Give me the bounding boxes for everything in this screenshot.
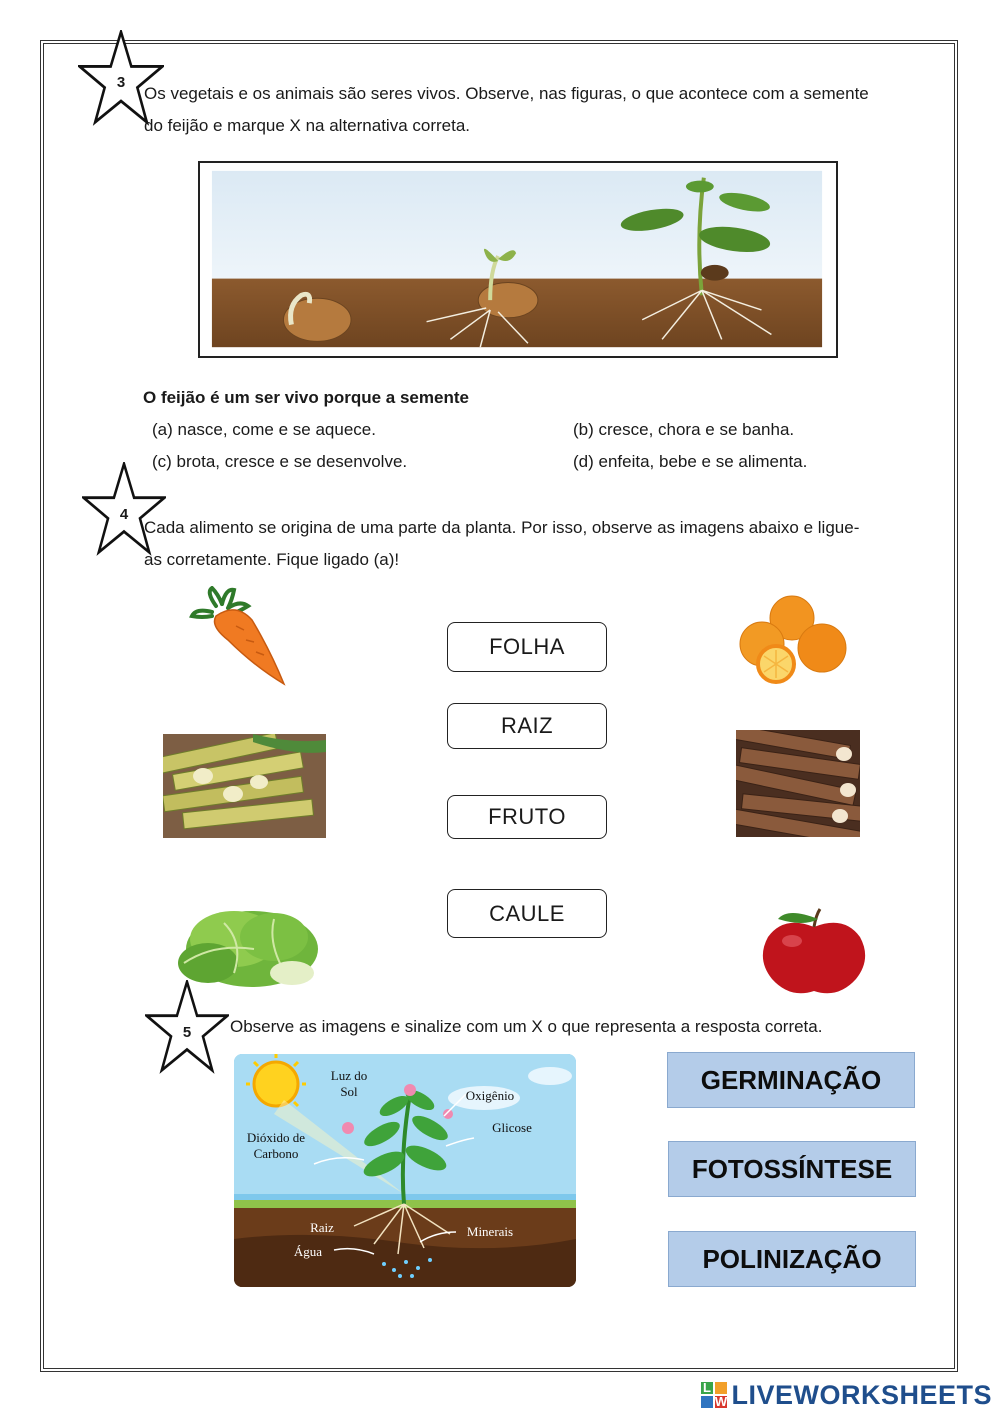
question-5-text bbox=[230, 1011, 822, 1043]
word-box-caule[interactable]: CAULE bbox=[447, 889, 607, 938]
question-3-text bbox=[144, 78, 869, 142]
question-3-number: 3 bbox=[116, 74, 126, 91]
question-4-line-1: Cada alimento se origina de uma parte da planta. Por isso, observe as imagens abaixo e ligue- bbox=[144, 518, 860, 537]
label-sun-line-2: Sol bbox=[340, 1084, 358, 1099]
oranges-image[interactable] bbox=[736, 594, 854, 686]
question-4-text bbox=[144, 512, 859, 576]
carrot-image[interactable] bbox=[186, 586, 296, 688]
label-co2-line-1: Dióxido de bbox=[246, 1130, 306, 1145]
option-b[interactable]: (b) cresce, chora e se banha. bbox=[573, 420, 795, 439]
liveworksheets-wordmark: LIVEWORKSHEETS bbox=[731, 1379, 992, 1410]
label-oxygen: Oxigênio bbox=[465, 1088, 515, 1103]
label-co2-line-2: Carbono bbox=[253, 1146, 299, 1161]
label-root: Raiz bbox=[310, 1220, 334, 1235]
apple-image[interactable] bbox=[750, 905, 878, 997]
question-3-line-2: do feijão e marque X na alternativa correta. bbox=[144, 116, 471, 135]
answer-germinacao[interactable]: GERMINAÇÃO bbox=[667, 1052, 915, 1108]
word-box-fruto[interactable]: FRUTO bbox=[447, 795, 607, 839]
question-5-number: 5 bbox=[182, 1024, 192, 1041]
label-water: Água bbox=[293, 1244, 323, 1259]
cassava-image[interactable] bbox=[736, 730, 860, 837]
question-5-star-icon bbox=[145, 980, 229, 1074]
question-5-line-1: Observe as imagens e sinalize com um X o que representa a resposta correta. bbox=[230, 1017, 823, 1036]
question-4-number: 4 bbox=[119, 506, 129, 523]
answer-polinizacao[interactable]: POLINIZAÇÃO bbox=[668, 1231, 916, 1287]
answer-fotossintese[interactable]: FOTOSSÍNTESE bbox=[668, 1141, 916, 1197]
logo-letter-l: L bbox=[703, 1382, 712, 1395]
logo-letter-w: W bbox=[715, 1394, 728, 1408]
liveworksheets-brand bbox=[701, 1381, 992, 1409]
lettuce-image[interactable] bbox=[164, 893, 324, 991]
option-a[interactable]: (a) nasce, come e se aquece. bbox=[152, 420, 376, 439]
label-sun-line-1: Luz do bbox=[330, 1068, 368, 1083]
photosynthesis-diagram bbox=[234, 1054, 576, 1287]
bean-germination-image bbox=[198, 161, 838, 358]
question-4-line-2: as corretamente. Fique ligado (a)! bbox=[144, 550, 400, 569]
label-minerals: Minerais bbox=[466, 1224, 514, 1239]
option-c[interactable]: (c) brota, cresce e se desenvolve. bbox=[152, 452, 408, 471]
question-3-line-1: Os vegetais e os animais são seres vivos. Observe, nas figuras, o que acontece com a semente bbox=[144, 84, 869, 103]
question-3-stem: O feijão é um ser vivo porque a semente bbox=[143, 388, 469, 407]
word-box-raiz[interactable]: RAIZ bbox=[447, 703, 607, 749]
liveworksheets-logo-icon bbox=[701, 1382, 727, 1408]
label-glucose: Glicose bbox=[492, 1120, 532, 1135]
sugarcane-image[interactable] bbox=[163, 734, 326, 838]
option-d[interactable]: (d) enfeita, bebe e se alimenta. bbox=[573, 452, 808, 471]
word-box-folha[interactable]: FOLHA bbox=[447, 622, 607, 672]
